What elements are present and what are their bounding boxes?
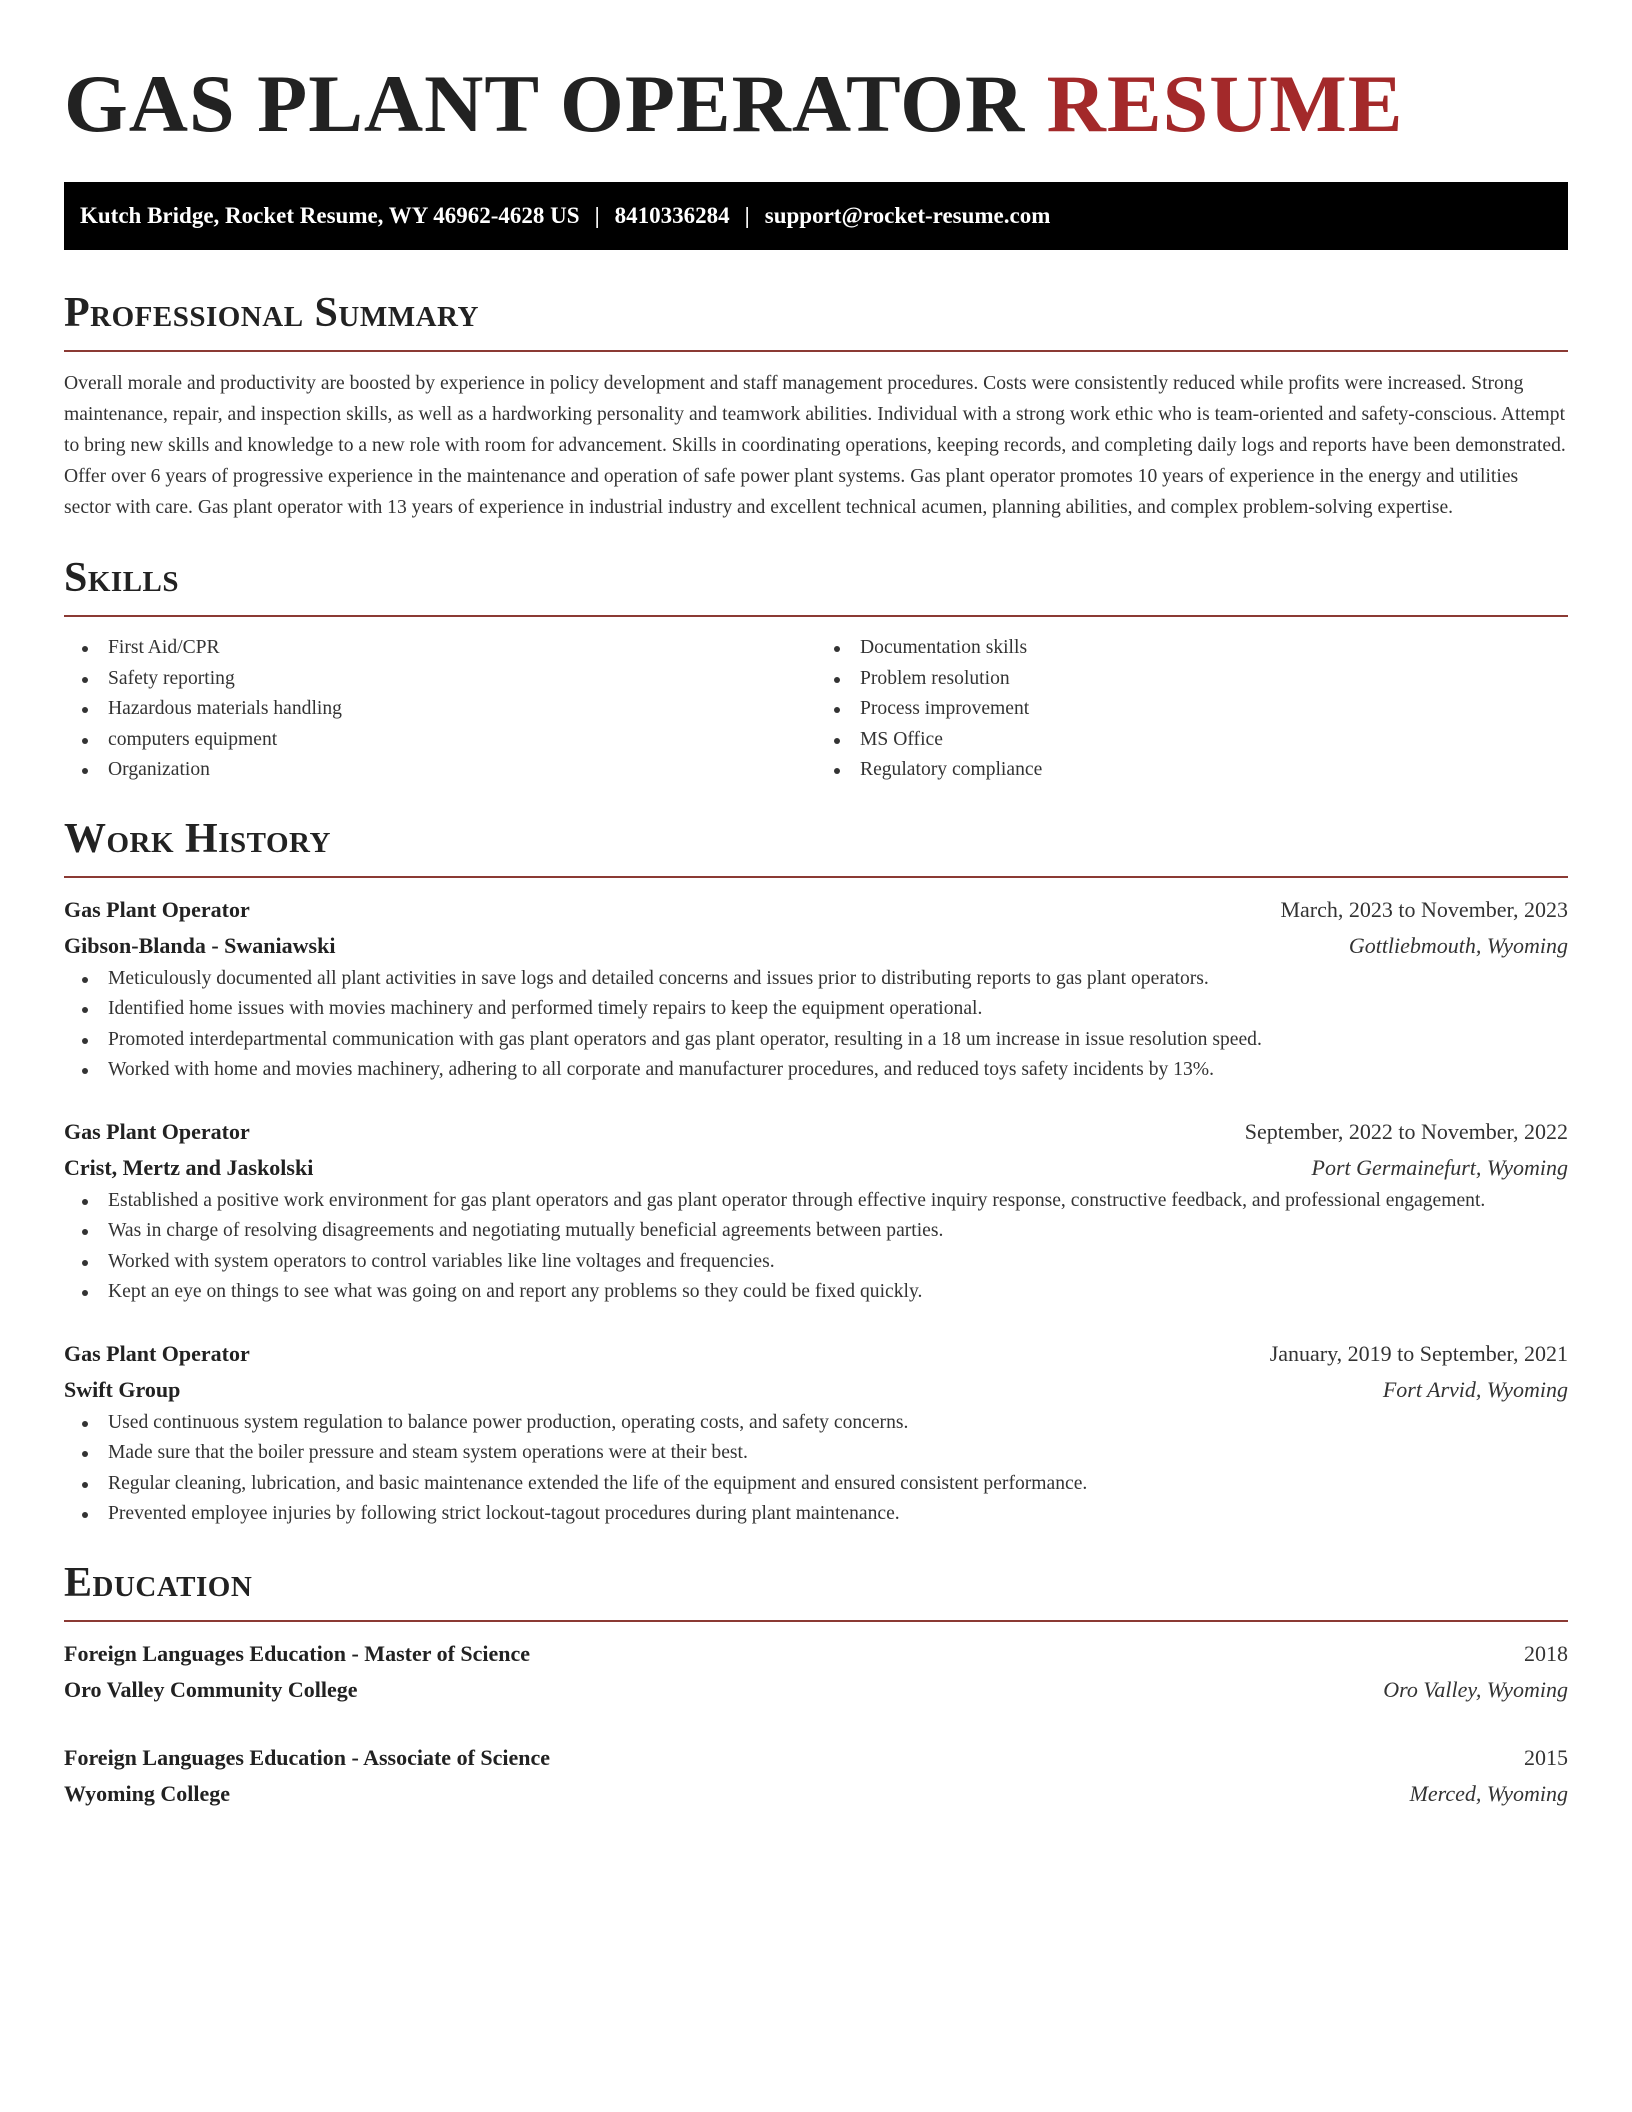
skill-item: Problem resolution xyxy=(860,664,1568,695)
skills-section xyxy=(64,553,1568,786)
job-bullet: Used continuous system regulation to balance power production, operating costs, and safety concerns. xyxy=(108,1408,1568,1439)
skills-list-right xyxy=(816,633,1568,786)
skill-item: MS Office xyxy=(860,725,1568,756)
skill-item: Process improvement xyxy=(860,694,1568,725)
job-dates: January, 2019 to September, 2021 xyxy=(1269,1340,1568,1366)
section-divider xyxy=(64,876,1568,878)
contact-separator: | xyxy=(594,203,600,228)
summary-section xyxy=(64,288,1568,523)
education-school-row xyxy=(64,1672,1568,1708)
job-bullet-list xyxy=(64,964,1568,1086)
education-entry xyxy=(64,1740,1568,1812)
education-school-row xyxy=(64,1776,1568,1812)
contact-email: support@rocket-resume.com xyxy=(764,203,1051,228)
job-bullet: Was in charge of resolving disagreements and negotiating mutually beneficial agreements between parties. xyxy=(108,1216,1568,1247)
education-degree-row xyxy=(64,1636,1568,1672)
job-bullet: Regular cleaning, lubrication, and basic maintenance extended the life of the equipment and ensured consistent performance. xyxy=(108,1469,1568,1500)
job-header-row xyxy=(64,1114,1568,1150)
section-divider xyxy=(64,615,1568,617)
section-heading: Skills xyxy=(64,555,180,601)
section-heading: Education xyxy=(64,1559,253,1606)
job-header-row xyxy=(64,892,1568,928)
job-entry xyxy=(64,1114,1568,1308)
job-bullet: Prevented employee injuries by following strict lockout-tagout procedures during plant maintenance. xyxy=(108,1499,1568,1530)
job-entry xyxy=(64,1336,1568,1530)
job-company: Swift Group xyxy=(64,1376,181,1402)
education-degree: Foreign Languages Education - Master of Science xyxy=(64,1640,531,1666)
job-company-row xyxy=(64,1150,1568,1186)
job-title: Gas Plant Operator xyxy=(64,896,250,922)
education-school: Wyoming College xyxy=(64,1780,230,1806)
job-company-row xyxy=(64,928,1568,964)
skills-list-left xyxy=(64,633,816,786)
skill-item: Organization xyxy=(108,755,816,786)
job-bullet: Meticulously documented all plant activities in save logs and detailed concerns and issues prior to distributing reports to gas plant operators. xyxy=(108,964,1568,995)
skill-item: Safety reporting xyxy=(108,664,816,695)
education-section xyxy=(64,1558,1568,1812)
resume-title xyxy=(64,0,1568,152)
title-accent: RESUME xyxy=(1046,58,1404,149)
skill-item: Regulatory compliance xyxy=(860,755,1568,786)
section-divider xyxy=(64,350,1568,352)
section-heading: Work History xyxy=(64,815,331,862)
contact-phone: 8410336284 xyxy=(614,203,730,228)
work-history-section xyxy=(64,814,1568,1530)
job-bullet: Identified home issues with movies machinery and performed timely repairs to keep the equipment operational. xyxy=(108,994,1568,1025)
job-entry xyxy=(64,892,1568,1086)
job-bullet: Worked with home and movies machinery, adhering to all corporate and manufacturer procedures, and reduced toys safety incidents by 13%. xyxy=(108,1055,1568,1086)
job-header-row xyxy=(64,1336,1568,1372)
job-bullet: Worked with system operators to control variables like line voltages and frequencies. xyxy=(108,1247,1568,1278)
job-bullet-list xyxy=(64,1408,1568,1530)
education-degree-row xyxy=(64,1740,1568,1776)
job-dates: September, 2022 to November, 2022 xyxy=(1244,1118,1568,1144)
skill-item: First Aid/CPR xyxy=(108,633,816,664)
title-main: GAS PLANT OPERATOR xyxy=(64,58,1026,149)
job-title: Gas Plant Operator xyxy=(64,1118,250,1144)
skill-item: computers equipment xyxy=(108,725,816,756)
job-bullet-list xyxy=(64,1186,1568,1308)
job-title: Gas Plant Operator xyxy=(64,1340,250,1366)
education-school: Oro Valley Community College xyxy=(64,1676,358,1702)
job-dates: March, 2023 to November, 2023 xyxy=(1280,896,1568,922)
job-bullet: Made sure that the boiler pressure and steam system operations were at their best. xyxy=(108,1438,1568,1469)
summary-text: Overall morale and productivity are boosted by experience in policy development and staff management procedures. Costs were consistently reduced while profits were increased. Strong maintenance, repair, and inspection skills, as well as a hardworking personality and teamwork abilities. Individual with a strong work ethic who is team-oriented and safety-conscious. Attempt to bring new skills and knowledge to a new role with room for advancement. Skills in coordinating operations, keeping records, and completing daily logs and reports have been demonstrated. Offer over 6 years of progressive experience in the maintenance and operation of safe power plant systems. Gas plant operator promotes 10 years of experience in the energy and utilities sector with care. Gas plant operator with 13 years of experience in industrial industry and excellent technical acumen, planning abilities, and complex problem-solving expertise. xyxy=(64,373,1566,518)
education-year: 2018 xyxy=(1524,1640,1568,1666)
contact-bar xyxy=(64,182,1568,250)
job-bullet: Established a positive work environment for gas plant operators and gas plant operator through effective inquiry response, constructive feedback, and professional engagement. xyxy=(108,1186,1568,1217)
job-bullet: Promoted interdepartmental communication with gas plant operators and gas plant operator, resulting in a 18 um increase in issue resolution speed. xyxy=(108,1025,1568,1056)
job-bullet: Kept an eye on things to see what was going on and report any problems so they could be fixed quickly. xyxy=(108,1277,1568,1308)
job-company: Crist, Mertz and Jaskolski xyxy=(64,1154,314,1180)
section-heading: Professional Summary xyxy=(64,290,479,336)
skill-item: Hazardous materials handling xyxy=(108,694,816,725)
education-year: 2015 xyxy=(1524,1744,1568,1770)
education-location: Oro Valley, Wyoming xyxy=(1383,1676,1568,1702)
contact-separator: | xyxy=(744,203,750,228)
job-company: Gibson-Blanda - Swaniawski xyxy=(64,932,336,958)
education-entry xyxy=(64,1636,1568,1708)
skill-item: Documentation skills xyxy=(860,633,1568,664)
education-degree: Foreign Languages Education - Associate of Science xyxy=(64,1744,551,1770)
section-divider xyxy=(64,1620,1568,1622)
job-location: Port Germainefurt, Wyoming xyxy=(1311,1154,1568,1180)
contact-address: Kutch Bridge, Rocket Resume, WY 46962-4628 US xyxy=(80,203,580,228)
job-location: Gottliebmouth, Wyoming xyxy=(1348,932,1568,958)
job-location: Fort Arvid, Wyoming xyxy=(1382,1376,1568,1402)
skills-columns xyxy=(64,633,1568,786)
education-location: Merced, Wyoming xyxy=(1409,1780,1568,1806)
job-company-row xyxy=(64,1372,1568,1408)
